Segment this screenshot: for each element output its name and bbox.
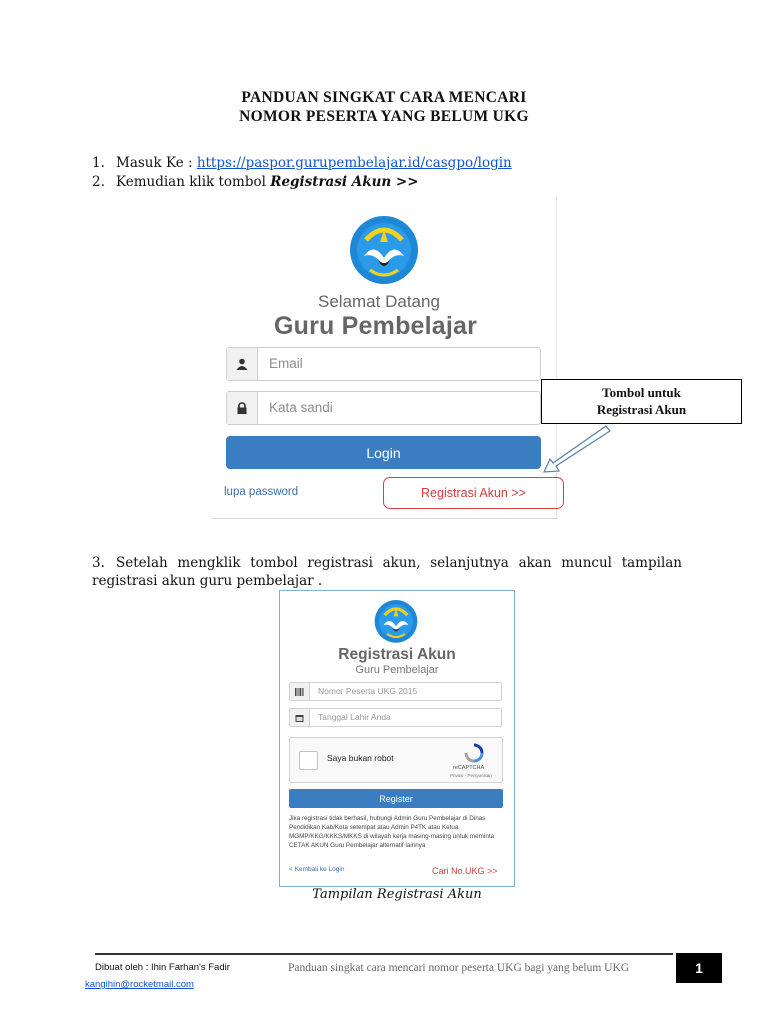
tanggal-addon bbox=[290, 709, 310, 726]
step-2-emphasis: Registrasi Akun >> bbox=[270, 174, 419, 190]
password-field[interactable] bbox=[226, 391, 541, 425]
recaptcha-widget bbox=[289, 737, 503, 783]
login-button[interactable]: Login bbox=[226, 436, 541, 469]
footer-author: Dibuat oleh : Ihin Farhan's Fadir bbox=[95, 962, 230, 973]
step-1-text: Masuk Ke : bbox=[116, 155, 197, 171]
email-placeholder: Email bbox=[269, 356, 303, 371]
step-2-text: Kemudian klik tombol bbox=[116, 174, 271, 190]
nomor-addon bbox=[290, 683, 310, 700]
step-2-number: 2. bbox=[92, 174, 105, 190]
forgot-password-link[interactable]: lupa password bbox=[224, 486, 299, 498]
doc-title-line1: PANDUAN SINGKAT CARA MENCARI bbox=[241, 89, 527, 106]
tut-wuri-handayani-small-logo-icon bbox=[370, 600, 422, 644]
login-url-link[interactable]: https://paspor.gurupembelajar.id/casgpo/login bbox=[196, 155, 512, 171]
callout-line1: Tombol untuk bbox=[602, 385, 681, 400]
user-icon bbox=[236, 358, 248, 370]
recaptcha-checkbox[interactable] bbox=[299, 751, 318, 770]
calendar-icon bbox=[295, 714, 304, 722]
email-field[interactable] bbox=[226, 347, 541, 381]
tanggal-placeholder: Tanggal Lahir Anda bbox=[318, 712, 391, 722]
callout-box bbox=[541, 379, 742, 424]
password-placeholder: Kata sandi bbox=[269, 400, 333, 415]
footer-doc-title: Panduan singkat cara mencari nomor peserta UKG bagi yang belum UKG bbox=[288, 962, 630, 974]
recaptcha-logo-icon bbox=[464, 743, 484, 763]
registrasi-subtitle: Guru Pembelajar bbox=[355, 664, 439, 676]
tut-wuri-handayani-logo-icon bbox=[344, 216, 424, 286]
callout-arrow-icon bbox=[540, 422, 614, 474]
registrasi-akun-button[interactable]: Registrasi Akun >> bbox=[383, 477, 564, 509]
registrasi-title: Registrasi Akun bbox=[338, 646, 456, 663]
step-2 bbox=[92, 173, 419, 192]
callout-line2: Registrasi Akun bbox=[596, 402, 687, 417]
recaptcha-label: Saya bukan robot bbox=[327, 753, 394, 763]
email-addon bbox=[227, 348, 258, 380]
page-number: 1 bbox=[676, 953, 722, 983]
step-1-number: 1. bbox=[92, 155, 105, 171]
step-3-number: 3. bbox=[92, 555, 105, 571]
registrasi-caption: Tampilan Registrasi Akun bbox=[312, 887, 482, 902]
footer-email-link[interactable]: kangihin@rocketmail.com bbox=[85, 979, 194, 990]
step-3 bbox=[92, 554, 682, 590]
nomor-peserta-field[interactable] bbox=[289, 682, 502, 701]
lock-icon bbox=[236, 402, 248, 414]
tanggal-lahir-field[interactable] bbox=[289, 708, 502, 727]
register-button[interactable]: Register bbox=[289, 789, 503, 808]
kembali-login-link[interactable]: < Kembali ke Login bbox=[289, 866, 345, 873]
recaptcha-brand: reCAPTCHA bbox=[453, 765, 485, 771]
footer-rule bbox=[95, 953, 673, 955]
welcome-text: Selamat Datang bbox=[318, 292, 440, 311]
step-1 bbox=[92, 154, 512, 173]
login-screenshot-bottom-edge bbox=[212, 518, 558, 519]
brand-title: Guru Pembelajar bbox=[274, 312, 478, 340]
barcode-icon bbox=[295, 688, 304, 696]
cari-no-ukg-link[interactable]: Cari No.UKG >> bbox=[432, 866, 498, 876]
password-addon bbox=[227, 392, 258, 424]
registrasi-info-text: Jika registrasi tidak berhasil, hubungi Admin Guru Pembelajar di Dinas Pendidikan Kab/Kota setempat atau Admin P4TK atau Ketua MGMP/KKG/KKKS/MKKS di wilayah kerja masing-masing untuk meminta CETAK AKUN Guru Pembelajar alternatif lainnya bbox=[289, 815, 495, 849]
step-3-text: Setelah mengklik tombol registrasi akun, selanjutnya akan muncul tampilan registrasi akun guru pembelajar . bbox=[92, 555, 682, 589]
recaptcha-links[interactable]: Privasi - Persyaratan bbox=[450, 773, 492, 778]
nomor-placeholder: Nomor Peserta UKG 2015 bbox=[318, 686, 418, 696]
doc-title-line2: NOMOR PESERTA YANG BELUM UKG bbox=[239, 108, 529, 125]
